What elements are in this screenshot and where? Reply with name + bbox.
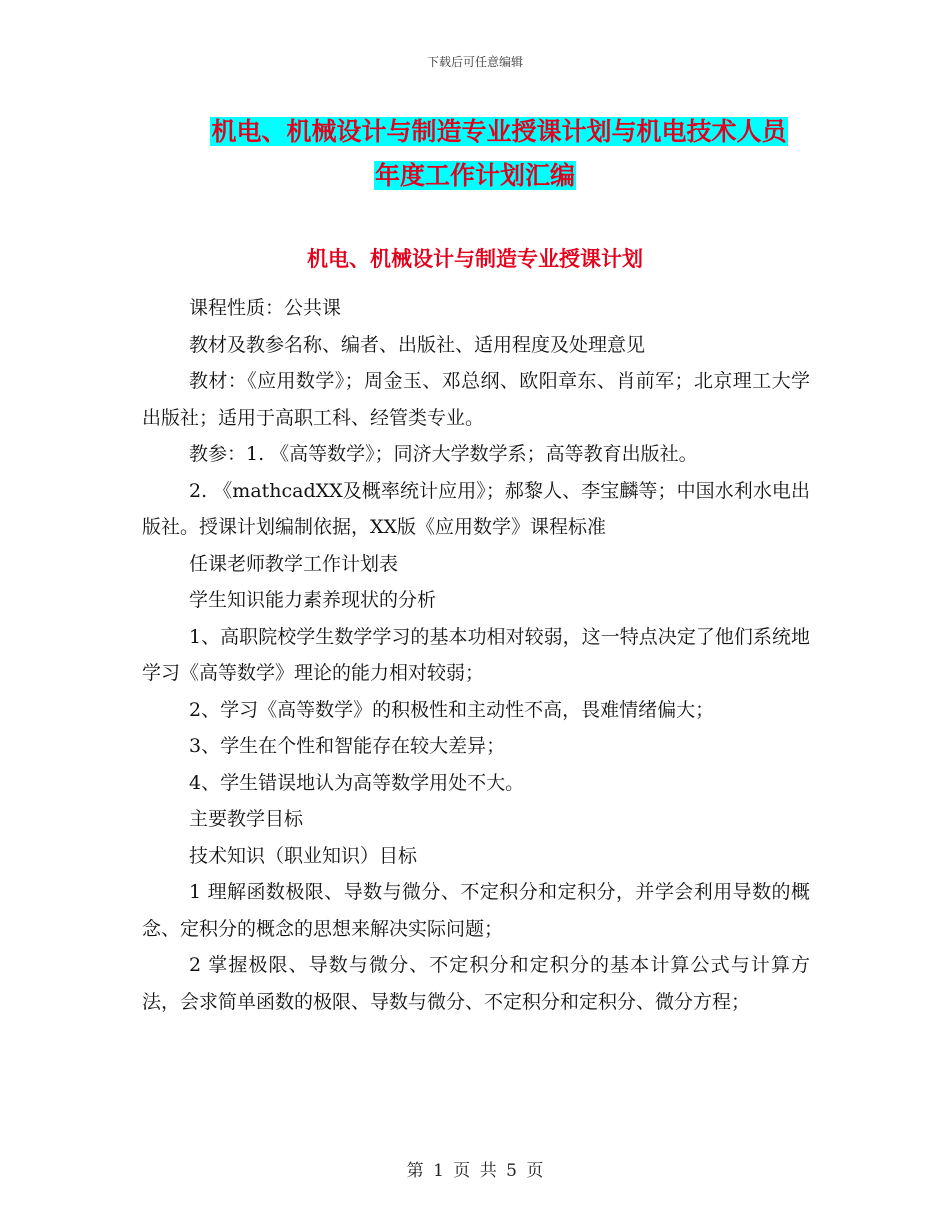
page-footer: 第 1 页 共 5 页 — [406, 1161, 544, 1181]
paragraph-reference-1: 教参：1. 《高等数学》；同济大学数学系；高等教育出版社。 — [189, 443, 698, 465]
document-title-text-2: 年度工作计划汇编 — [374, 161, 575, 190]
paragraph-knowledge-goals: 技术知识（职业知识）目标 — [189, 844, 418, 867]
paragraph-reference-2: 2. 《mathcadXX及概率统计应用》；郝黎人、李宝麟等；中国水利水电出版社。授课计划编制依据，XX版《应用数学》课程标准 — [142, 479, 810, 538]
document-title-text-1: 机电、机械设计与制造专业授课计划与机电技术人员 — [211, 117, 787, 146]
document-body — [142, 290, 810, 1020]
header-note: 下载后可任意编辑 — [426, 55, 523, 69]
paragraph-goal-2: 2 掌握极限、导数与微分、不定积分和定积分的基本计算公式与计算方法，会求简单函数的极限、导数与微分、不定积分和定积分、微分方程； — [142, 954, 810, 1013]
paragraph-course-nature: 课程性质：公共课 — [189, 297, 342, 319]
paragraph-analysis-4: 4、学生错误地认为高等数学用处不大。 — [189, 771, 525, 794]
paragraph-materials-heading: 教材及教参名称、编者、出版社、适用程度及处理意见 — [189, 333, 646, 356]
paragraph-analysis-3: 3、学生在个性和智能存在较大差异； — [189, 735, 506, 757]
paragraph-analysis-2: 2、学习《高等数学》的积极性和主动性不高，畏难情绪偏大； — [189, 698, 715, 721]
document-title-line-1 — [24, 110, 950, 154]
section-title: 机电、机械设计与制造专业授课计划 — [307, 247, 643, 271]
paragraph-textbook: 教材：《应用数学》；周金玉、邓总纲、欧阳章东、肖前军；北京理工大学出版社；适用于高职工科、经管类专业。 — [142, 370, 810, 429]
document-title-line-2 — [0, 154, 950, 198]
paragraph-analysis-1: 1、高职院校学生数学学习的基本功相对较弱，这一特点决定了他们系统地学习《高等数学》理论的能力相对较弱； — [142, 625, 810, 684]
paragraph-main-goals: 主要教学目标 — [189, 808, 304, 830]
paragraph-student-analysis: 学生知识能力素养现状的分析 — [189, 589, 437, 611]
paragraph-teacher-plan: 任课老师教学工作计划表 — [189, 552, 399, 575]
paragraph-goal-1: 1 理解函数极限、导数与微分、不定积分和定积分，并学会利用导数的概念、定积分的概念的思想来解决实际问题； — [142, 881, 810, 940]
